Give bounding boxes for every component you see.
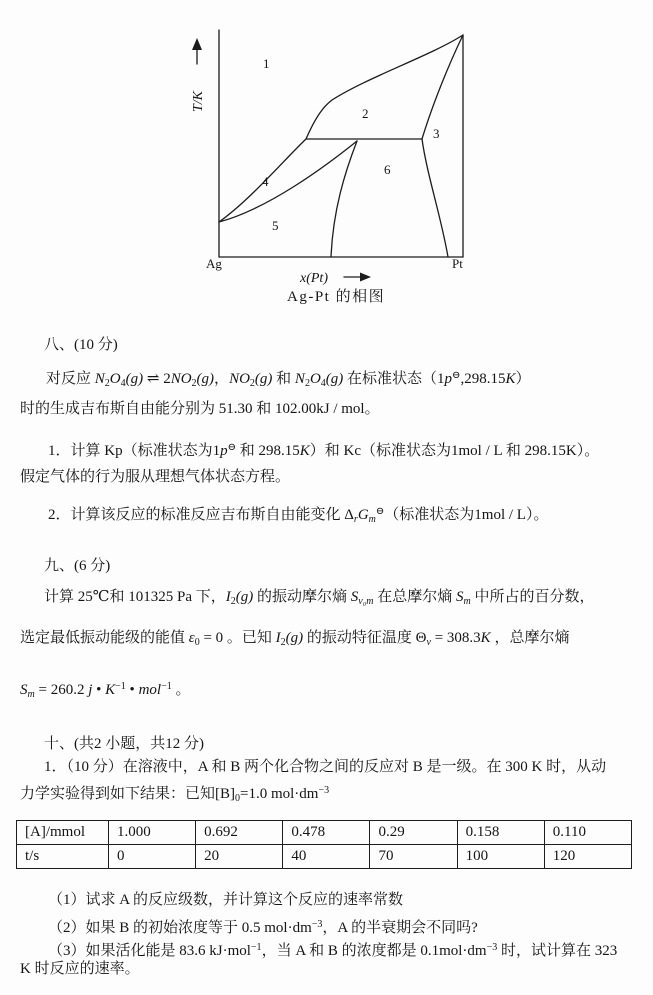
text-run: （2）如果 B 的初始浓度等于 0.5 mol·dm — [48, 920, 312, 936]
text-run: S — [455, 589, 464, 605]
text-run: = 260.2 — [34, 682, 89, 698]
text-run: 十、(共2 小题，共12 分) — [44, 736, 204, 752]
axis-origin-label: Ag — [206, 256, 222, 271]
text-run: NO — [170, 371, 192, 387]
region-1-label: 1 — [263, 56, 270, 71]
section8-item1-cont — [20, 467, 290, 488]
text-run: m — [463, 596, 471, 607]
text-run: 2．计算该反应的标准反应吉布斯自由能变化 Δ — [48, 507, 354, 523]
text-run: (g) — [285, 630, 304, 646]
text-run: 4 — [320, 378, 326, 389]
table-cell: 120 — [544, 845, 631, 869]
region-5-label: 5 — [272, 218, 279, 233]
text-run: 4 — [120, 378, 126, 389]
text-run: 力学实验得到如下结果：已知[B] — [20, 786, 235, 802]
text-run: 。 — [171, 682, 191, 698]
text-run: I — [275, 630, 281, 646]
table-cell: 0.158 — [457, 821, 544, 845]
beta-boundary-line — [422, 35, 463, 139]
text-run: O — [109, 371, 121, 387]
text-run: 2 — [249, 378, 255, 389]
phase-diagram — [0, 0, 653, 318]
text-run: ，A 的半衰期会不同吗? — [322, 920, 478, 936]
table-row — [17, 821, 632, 845]
section8-item2 — [48, 501, 548, 530]
text-run: 计算 25℃和 101325 Pa 下， — [44, 589, 226, 605]
text-run: 和 298.15 — [235, 443, 300, 459]
text-run: ） — [515, 371, 531, 387]
section9-line1 — [44, 587, 594, 612]
text-run: （1）试求 A 的反应级数，并计算这个反应的速率常数 — [48, 892, 404, 908]
text-run: m — [368, 514, 376, 525]
text-run: 2 — [304, 378, 310, 389]
text-run: • — [92, 682, 106, 698]
text-run: NO — [229, 371, 250, 387]
subquestion-2 — [48, 914, 478, 939]
text-run: N — [294, 371, 305, 387]
text-run: mol — [138, 682, 162, 698]
section10-line1 — [44, 757, 606, 778]
text-run: 1．（10 分）在溶液中，A 和 B 两个化合物之间的反应对 B 是一级。在 300 K 时，从动 — [44, 759, 607, 775]
text-run: 和 — [272, 371, 295, 387]
text-run: O — [309, 371, 321, 387]
text-run: 1．计算 Kp（标准状态为1 — [48, 443, 221, 459]
text-run: m — [27, 689, 35, 700]
table-cell: 0.110 — [544, 821, 631, 845]
region-2-label: 2 — [362, 106, 369, 121]
text-run: 中所占的百分数， — [470, 589, 595, 605]
text-run: 的振动特征温度 Θ — [303, 630, 427, 646]
text-run: ，当 A 和 B 的浓度都是 0.1mol·dm — [261, 943, 487, 959]
text-run: = 308.3 — [430, 630, 481, 646]
text-run: K — [505, 371, 516, 387]
text-run: −1 — [250, 942, 262, 953]
table-cell: [A]/mmol — [17, 821, 109, 845]
text-run: = 0 。已知 — [199, 630, 276, 646]
table-cell: 20 — [196, 845, 283, 869]
text-run: v — [426, 637, 431, 648]
table-cell: t/s — [17, 845, 109, 869]
region-3-label: 3 — [433, 126, 440, 141]
table-cell: 0.692 — [196, 821, 283, 845]
text-run: ⊖ — [452, 370, 461, 381]
section8-line1 — [46, 365, 530, 394]
text-run: K — [105, 682, 116, 698]
liquidus-curve — [306, 35, 463, 139]
text-run: 2 — [104, 378, 110, 389]
text-run: 对反应 — [46, 371, 95, 387]
diagram-curves — [197, 30, 463, 277]
text-run: −1 — [115, 681, 126, 692]
text-run: −3 — [486, 942, 498, 953]
section9-heading — [44, 556, 110, 577]
text-run: ⇌ 2 — [143, 371, 171, 387]
text-run: 在标准状态（1 — [343, 371, 445, 387]
right-solvus-curve — [422, 139, 448, 257]
section8-item1 — [48, 437, 599, 462]
text-run: 九、(6 分) — [44, 558, 111, 574]
section10-heading — [44, 734, 204, 755]
table-cell: 0 — [109, 845, 196, 869]
text-run: (g) — [125, 371, 144, 387]
text-run: ， — [214, 371, 230, 387]
section9-line2 — [20, 628, 569, 653]
text-run: −3 — [311, 919, 323, 930]
section10-line2 — [20, 780, 329, 809]
table-cell: 70 — [370, 845, 457, 869]
subquestion-1 — [48, 890, 403, 911]
table-cell: 100 — [457, 845, 544, 869]
region-4-label: 4 — [262, 174, 269, 189]
text-run: S — [20, 682, 28, 698]
text-run: K 时反应的速率。 — [20, 961, 140, 977]
table-cell: 1.000 — [109, 821, 196, 845]
text-run: ε — [188, 630, 195, 646]
text-run: p — [220, 443, 228, 459]
subquestion-3-cont — [20, 959, 140, 980]
text-run: (g) — [325, 371, 344, 387]
text-run: K — [480, 630, 491, 646]
text-run: v₀m — [358, 596, 374, 607]
text-run: S — [350, 589, 359, 605]
y-axis-label: T/K — [191, 90, 206, 112]
text-run: 时的生成吉布斯自由能分别为 51.30 和 102.00kJ / mol。 — [20, 401, 380, 417]
text-run: （标准状态为1mol / L）。 — [384, 507, 549, 523]
text-run: 在总摩尔熵 — [373, 589, 456, 605]
text-run: 时，试计算在 323 — [497, 943, 618, 959]
text-run: 的振动摩尔熵 — [253, 589, 351, 605]
text-run: 八、(10 分) — [44, 337, 118, 353]
section9-line3 — [20, 676, 190, 705]
table-row — [17, 845, 632, 869]
text-run: ,298.15 — [460, 371, 506, 387]
table-cell: 0.478 — [283, 821, 370, 845]
section8-heading — [44, 335, 118, 356]
text-run: 2 — [230, 596, 236, 607]
table-cell: 0.29 — [370, 821, 457, 845]
table-cell: 40 — [283, 845, 370, 869]
text-run: 选定最低振动能级的能值 — [20, 630, 189, 646]
text-run: K — [299, 443, 310, 459]
section8-line2 — [20, 399, 380, 420]
text-run: (g) — [235, 589, 254, 605]
diagram-caption: Ag-Pt 的相图 — [287, 289, 386, 305]
text-run: （3）如果活化能是 83.6 kJ·mol — [48, 943, 251, 959]
text-run: (g) — [254, 371, 273, 387]
text-run: I — [225, 589, 231, 605]
text-run: 2 — [191, 378, 197, 389]
text-run: −1 — [161, 681, 172, 692]
text-run: ⊖ — [227, 442, 236, 453]
text-run: 0 — [235, 793, 240, 804]
x-axis-label: x(Pt) — [300, 271, 328, 286]
y-axis-arrowhead-icon — [192, 38, 202, 50]
x-axis-arrowhead-icon — [360, 273, 371, 282]
text-run: 0 — [194, 637, 200, 648]
text-run: −3 — [318, 785, 330, 796]
kinetics-table-body — [17, 821, 632, 869]
text-run: j — [88, 682, 93, 698]
text-run: ，总摩尔熵 — [490, 630, 570, 646]
text-run: G — [357, 507, 369, 523]
text-run: 2 — [280, 637, 286, 648]
text-run: 假定气体的行为服从理想气体状态方程。 — [20, 469, 291, 485]
text-run: ）和 Kc（标准状态为1mol / L 和 298.15K）。 — [309, 443, 600, 459]
text-run: N — [94, 371, 105, 387]
text-run: (g) — [196, 371, 215, 387]
kinetics-table — [16, 820, 632, 869]
text-run: ⊖ — [375, 506, 385, 517]
text-run: p — [444, 371, 453, 387]
text-run: • — [125, 682, 139, 698]
text-run: r — [353, 514, 358, 525]
axis-end-label: Pt — [452, 256, 463, 271]
region-6-label: 6 — [384, 162, 391, 177]
text-run: =1.0 mol·dm — [240, 786, 319, 802]
